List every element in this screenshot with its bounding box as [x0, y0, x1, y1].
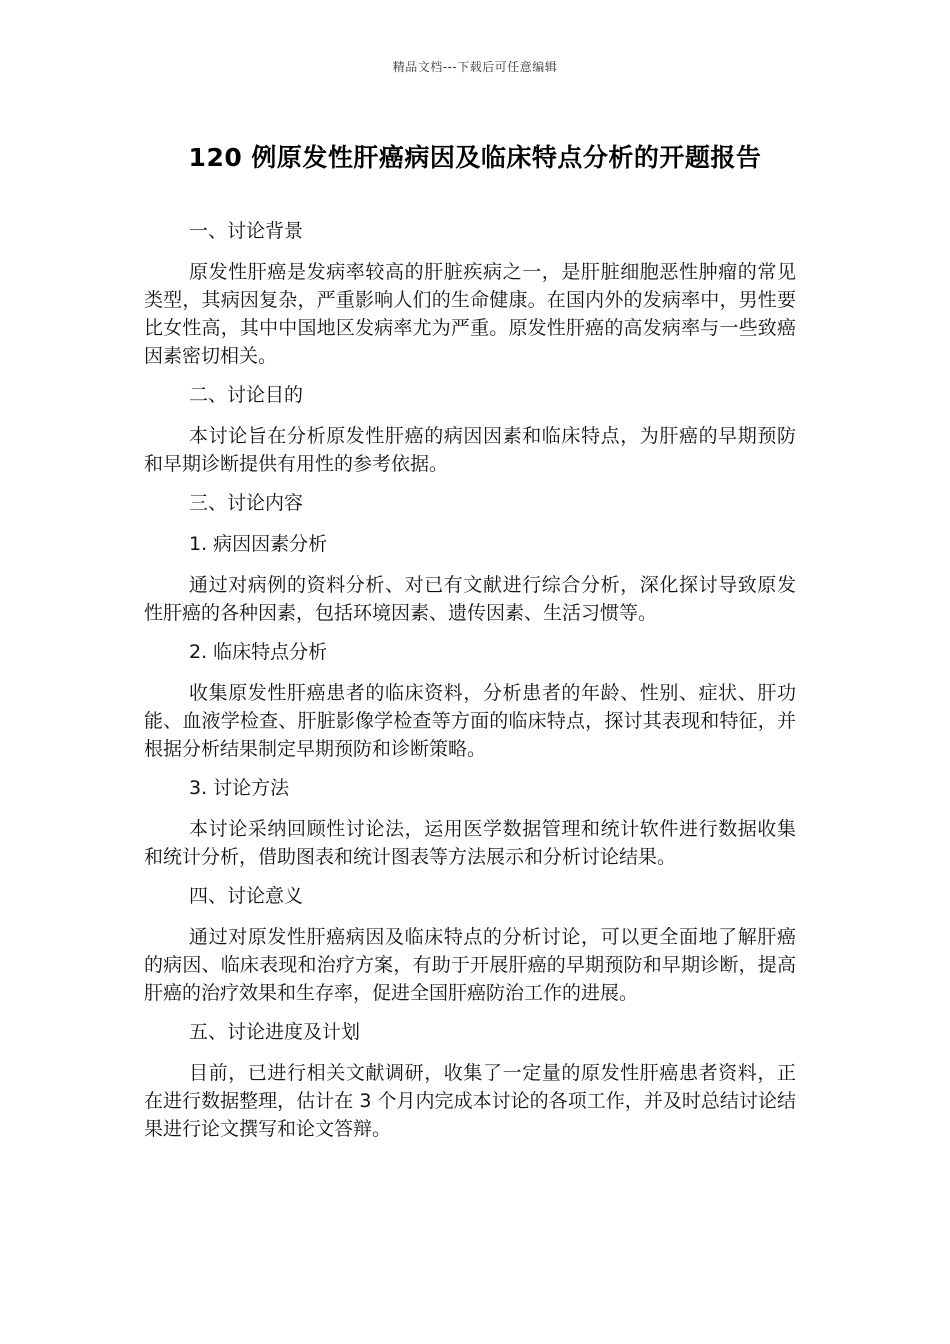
paragraph-method: 本讨论采纳回顾性讨论法，运用医学数据管理和统计软件进行数据收集和统计分析，借助图表和统计图表等方法展示和分析讨论结果。: [144, 818, 796, 868]
paragraph-significance: 通过对原发性肝癌病因及临床特点的分析讨论，可以更全面地了解肝癌的病因、临床表现和治疗方案，有助于开展肝癌的早期预防和早期诊断，提高肝癌的治疗效果和生存率，促进全国肝癌防治工作的进展。: [144, 926, 796, 1004]
paragraph-schedule: 目前，已进行相关文献调研，收集了一定量的原发性肝癌患者资料，正在进行数据整理，估计在 3 个月内完成本讨论的各项工作，并及时总结讨论结果进行论文撰写和论文答辩。: [144, 1062, 796, 1140]
section-heading-significance: 四、讨论意义: [189, 885, 304, 907]
paragraph-clinical: 收集原发性肝癌患者的临床资料，分析患者的年龄、性别、症状、肝功能、血液学检查、肝脏影像学检查等方面的临床特点，探讨其表现和特征，并根据分析结果制定早期预防和诊断策略。: [144, 682, 796, 760]
header-note: 精品文档---下载后可任意编辑: [392, 60, 558, 74]
paragraph-background: 原发性肝癌是发病率较高的肝脏疾病之一，是肝脏细胞恶性肿瘤的常见类型，其病因复杂，严重影响人们的生命健康。在国内外的发病率中，男性要比女性高，其中中国地区发病率尤为严重。原发性肝癌的高发病率与一些致癌因素密切相关。: [144, 261, 796, 367]
subsection-heading-clinical: 2. 临床特点分析: [189, 641, 328, 663]
subsection-heading-method: 3. 讨论方法: [189, 777, 290, 799]
paragraph-etiology: 通过对病例的资料分析、对已有文献进行综合分析，深化探讨导致原发性肝癌的各种因素，包括环境因素、遗传因素、生活习惯等。: [144, 574, 796, 624]
section-heading-schedule: 五、讨论进度及计划: [189, 1021, 361, 1043]
paragraph-purpose: 本讨论旨在分析原发性肝癌的病因因素和临床特点，为肝癌的早期预防和早期诊断提供有用性的参考依据。: [144, 425, 796, 475]
document-title: 120 例原发性肝癌病因及临床特点分析的开题报告: [188, 143, 762, 172]
subsection-heading-etiology: 1. 病因因素分析: [189, 533, 328, 555]
document-body: [144, 217, 796, 1154]
section-heading-background: 一、讨论背景: [189, 220, 304, 242]
section-heading-purpose: 二、讨论目的: [189, 384, 304, 406]
section-heading-content: 三、讨论内容: [189, 492, 304, 514]
